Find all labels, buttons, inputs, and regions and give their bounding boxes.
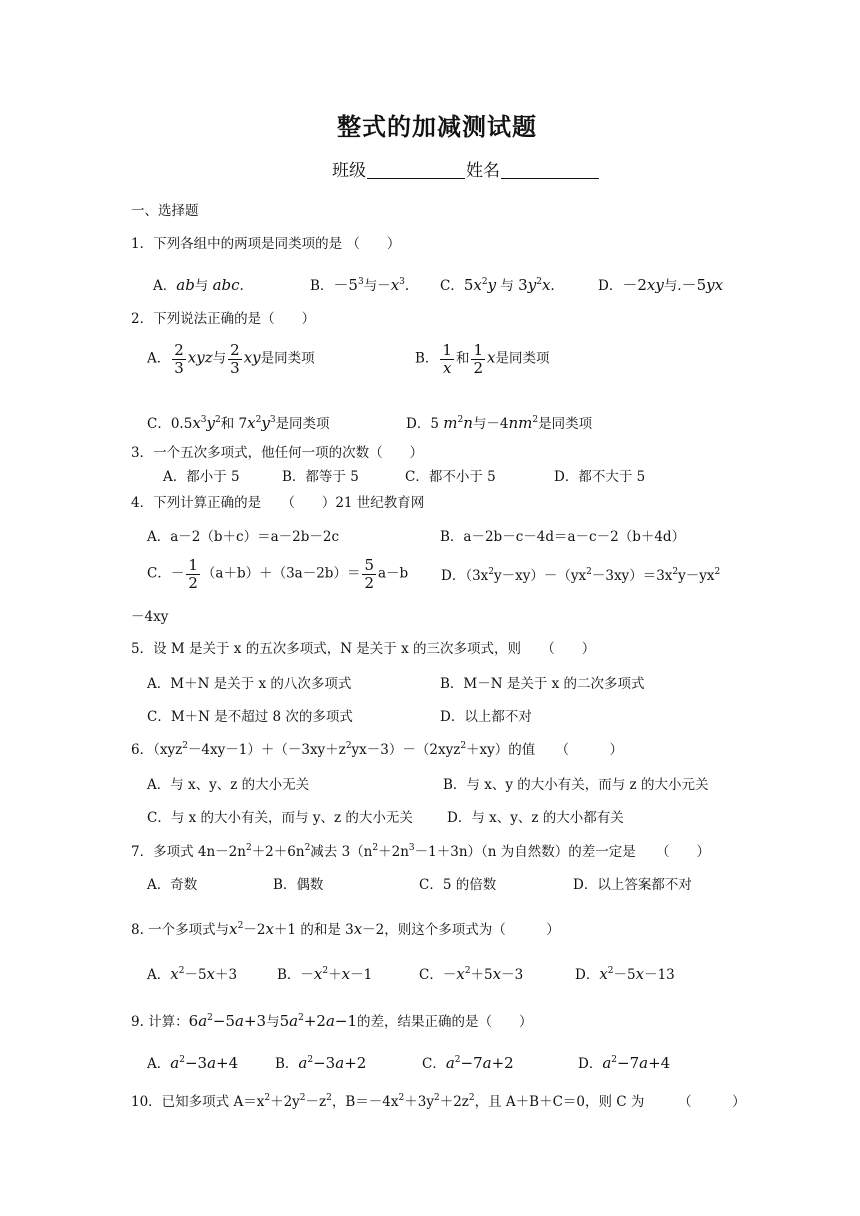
- question-9: 9. 计算：$6a^2-5a+3$与$5a^2+2a-1$的差，结果正确的是（ ）: [131, 1012, 533, 1030]
- q9-option-a[interactable]: A．$a^2-3a+4$: [147, 1054, 239, 1072]
- q1-option-a[interactable]: A．ab与 abc.: [153, 276, 244, 294]
- question-5: 5．设 M 是关于 x 的五次多项式，N 是关于 x 的三次多项式，则 （ ）: [131, 641, 596, 657]
- q1-option-d[interactable]: D．－2xy与.－5yx: [598, 276, 724, 294]
- q3-option-a[interactable]: A．都小于 5: [163, 469, 240, 485]
- q9-option-b[interactable]: B．$a^2-3a+2$: [275, 1054, 367, 1072]
- q7-option-a[interactable]: A．奇数: [147, 877, 198, 893]
- q9-option-d[interactable]: D．$a^2-7a+4$: [578, 1054, 671, 1072]
- name-label: 姓名: [466, 161, 500, 181]
- q6-option-b[interactable]: B．与 x、y 的大小有关，而与 z 的大小元关: [443, 777, 709, 793]
- q4-option-d-continued: －4xy: [131, 609, 169, 625]
- question-1: 1．下列各组中的两项是同类项的是 （ ）: [131, 236, 401, 252]
- q8-option-d[interactable]: D．$x^2-5x-13$: [575, 965, 675, 983]
- q8-option-b[interactable]: B．$-x^2+x-1$: [277, 965, 373, 983]
- q4-option-d[interactable]: D．$(3x^2y-xy)-(yx^2-3xy)=3x^2y-yx^2$: [441, 567, 721, 584]
- q4-option-b[interactable]: B．a－2b－c－4d＝a－c－2（b＋4d）: [440, 529, 686, 545]
- q6-option-d[interactable]: D．与 x、y、z 的大小都有关: [447, 810, 624, 826]
- q8-option-a[interactable]: A．$x^2-5x+3$: [147, 965, 238, 983]
- q3-option-d[interactable]: D．都不大于 5: [554, 469, 646, 485]
- class-blank[interactable]: [367, 177, 465, 179]
- q5-option-d[interactable]: D．以上都不对: [440, 709, 532, 725]
- class-label: 班级: [332, 161, 366, 181]
- q2-option-d[interactable]: D．5 $m^2n$与$-4nm^2$是同类项: [406, 414, 593, 432]
- q8-option-c[interactable]: C．$-x^2+5x-3$: [419, 965, 524, 983]
- q7-option-b[interactable]: B．偶数: [273, 877, 324, 893]
- q7-option-c[interactable]: C．5 的倍数: [419, 877, 497, 893]
- question-6: 6．$(xyz^2-4xy-1)+(-3xy+z^2yx-3)-(2xyz^2+xy)$的值 （ ）: [131, 741, 624, 758]
- q1-option-b[interactable]: B．$-5^3$与$-x^3$.: [310, 276, 410, 294]
- q3-option-b[interactable]: B．都等于 5: [282, 469, 359, 485]
- q2-option-b[interactable]: B． $\frac{1}{x}$ 和 $\frac{1}{2}$ x是同类项: [415, 341, 550, 377]
- question-4: 4．下列计算正确的是 （ ）21 世纪教育网: [131, 495, 425, 511]
- page-title: 整式的加减测试题: [337, 113, 537, 141]
- q6-option-c[interactable]: C．与 x 的大小有关，而与 y、z 的大小无关: [147, 810, 413, 826]
- q4-option-a[interactable]: A．a－2（b＋c）＝a－2b－2c: [147, 529, 340, 545]
- q9-option-c[interactable]: C．$a^2-7a+2$: [422, 1054, 514, 1072]
- q2-option-c[interactable]: C．$0.5x^3y^2$和 $7x^2y^3$是同类项: [147, 414, 330, 432]
- q4-option-c[interactable]: C．－ $\frac{1}{2}$ （a＋b）＋（3a－2b）＝ $\frac{5}{2}$ a－b: [147, 556, 409, 592]
- section-heading: 一、选择题: [131, 203, 199, 219]
- question-10: 10．已知多项式 $A=x^2+2y^2-z^2$，$B=-4x^2+3y^2+2z^2$，且 A＋B＋C＝0，则 C 为 （ ）: [131, 1093, 746, 1110]
- question-8: 8. 一个多项式与$x^2-2x+1$ 的和是 3x－2，则这个多项式为（ ）: [131, 920, 560, 938]
- class-name-line: [332, 163, 600, 180]
- q3-option-c[interactable]: C．都不小于 5: [405, 469, 496, 485]
- q5-option-a[interactable]: A．M＋N 是关于 x 的八次多项式: [147, 676, 352, 692]
- q6-option-a[interactable]: A．与 x、y、z 的大小无关: [147, 777, 310, 793]
- name-blank[interactable]: [501, 177, 599, 179]
- q5-option-b[interactable]: B．M－N 是关于 x 的二次多项式: [440, 676, 645, 692]
- q2-option-a[interactable]: A． $\frac{2}{3}$ xyz与 $\frac{2}{3}$ xy是同类项: [147, 341, 315, 377]
- question-2: 2．下列说法正确的是（ ）: [131, 311, 316, 327]
- q1-option-c[interactable]: C．$5x^2y$ 与 $3y^2x$.: [440, 276, 555, 294]
- question-3: 3．一个五次多项式，他任何一项的次数（ ）: [131, 445, 424, 461]
- question-7: 7．多项式 $4n-2n^2+2+6n^2$减去 $3(n^2+2n^3-1+3n)(n$ 为自然数）的差一定是 （ ）: [131, 843, 710, 860]
- q5-option-c[interactable]: C．M＋N 是不超过 8 次的多项式: [147, 709, 353, 725]
- q7-option-d[interactable]: D．以上答案都不对: [573, 877, 692, 893]
